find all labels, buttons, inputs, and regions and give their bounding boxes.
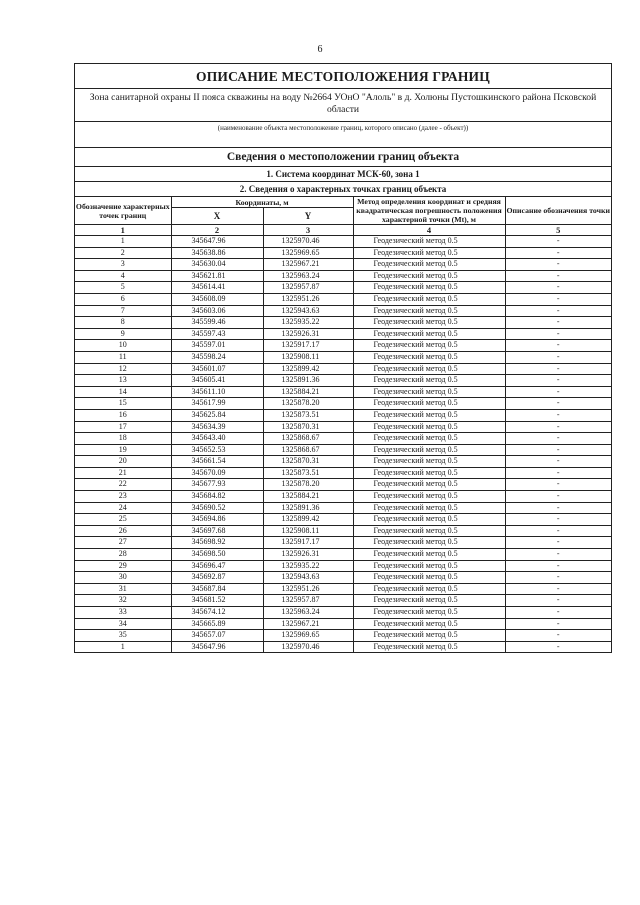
coord-x: 345692.87 [171,572,263,584]
coord-x: 345643.40 [171,433,263,445]
object-note: (наименование объекта местоположение границ, которого описано (далее - объект)) [217,124,469,132]
point-description: - [505,467,611,479]
point-description: - [505,560,611,572]
document-frame [74,63,612,653]
method: Геодезический метод 0.5 [353,340,505,352]
table-row [75,618,611,630]
table-row [75,549,611,561]
coord-y: 1325917.17 [263,537,353,549]
table-row [75,293,611,305]
header-x: X [171,208,263,225]
table-row [75,351,611,363]
point-description: - [505,247,611,259]
point-description: - [505,502,611,514]
coord-y: 1325943.63 [263,305,353,317]
point-description: - [505,456,611,468]
object-header [75,89,611,135]
method: Геодезический метод 0.5 [353,409,505,421]
coord-y: 1325868.67 [263,433,353,445]
point-number: 24 [75,502,171,514]
coord-x: 345599.46 [171,317,263,329]
point-description: - [505,317,611,329]
method: Геодезический метод 0.5 [353,305,505,317]
coord-x: 345696.47 [171,560,263,572]
point-description: - [505,421,611,433]
point-number: 2 [75,247,171,259]
coord-x: 345611.10 [171,386,263,398]
coord-y: 1325917.17 [263,340,353,352]
table-row [75,525,611,537]
table-row [75,572,611,584]
coord-x: 345638.86 [171,247,263,259]
document-title: ОПИСАНИЕ МЕСТОПОЛОЖЕНИЯ ГРАНИЦ [75,64,611,89]
point-description: - [505,409,611,421]
coord-x: 345605.41 [171,375,263,387]
coord-y: 1325963.24 [263,607,353,619]
coord-y: 1325926.31 [263,328,353,340]
coord-y: 1325967.21 [263,618,353,630]
coord-y: 1325908.11 [263,351,353,363]
column-number: 4 [353,225,505,236]
coord-y: 1325969.65 [263,630,353,642]
point-description: - [505,433,611,445]
column-number: 2 [171,225,263,236]
method: Геодезический метод 0.5 [353,537,505,549]
method: Геодезический метод 0.5 [353,247,505,259]
point-description: - [505,282,611,294]
column-number: 1 [75,225,171,236]
table-row [75,305,611,317]
coord-x: 345647.96 [171,641,263,652]
coord-y: 1325969.65 [263,247,353,259]
method: Геодезический метод 0.5 [353,560,505,572]
point-description: - [505,351,611,363]
point-description: - [505,525,611,537]
point-number: 1 [75,641,171,652]
point-description: - [505,641,611,652]
table-row [75,386,611,398]
coord-x: 345661.54 [171,456,263,468]
points-table [75,197,611,652]
point-description: - [505,479,611,491]
coord-y: 1325884.21 [263,491,353,503]
point-description: - [505,259,611,271]
table-row [75,537,611,549]
method: Геодезический метод 0.5 [353,328,505,340]
point-description: - [505,340,611,352]
object-name: Зона санитарной охраны II пояса скважины на воду №2664 УОнО "Алоль" в д. Холюны Пустошкинского района Псковской области [75,89,611,122]
point-number: 34 [75,618,171,630]
point-number: 31 [75,583,171,595]
coord-x: 345603.06 [171,305,263,317]
coord-x: 345697.68 [171,525,263,537]
coord-x: 345690.52 [171,502,263,514]
coord-y: 1325908.11 [263,525,353,537]
point-number: 5 [75,282,171,294]
coord-x: 345698.92 [171,537,263,549]
table-row [75,270,611,282]
point-description: - [505,270,611,282]
coord-x: 345630.04 [171,259,263,271]
point-description: - [505,514,611,526]
coord-x: 345670.09 [171,467,263,479]
point-description: - [505,491,611,503]
column-number: 3 [263,225,353,236]
coord-x: 345597.01 [171,340,263,352]
column-number: 5 [505,225,611,236]
point-number: 27 [75,537,171,549]
point-number: 6 [75,293,171,305]
method: Геодезический метод 0.5 [353,375,505,387]
method: Геодезический метод 0.5 [353,363,505,375]
coord-x: 345652.53 [171,444,263,456]
method: Геодезический метод 0.5 [353,479,505,491]
method: Геодезический метод 0.5 [353,607,505,619]
method: Геодезический метод 0.5 [353,270,505,282]
table-row [75,421,611,433]
method: Геодезический метод 0.5 [353,282,505,294]
points-section-title: 2. Сведения о характерных точках границ объекта [75,182,611,197]
coord-x: 345601.07 [171,363,263,375]
header-coords: Координаты, м [171,197,353,208]
point-description: - [505,444,611,456]
coord-y: 1325873.51 [263,467,353,479]
table-row [75,433,611,445]
method: Геодезический метод 0.5 [353,491,505,503]
method: Геодезический метод 0.5 [353,317,505,329]
table-row [75,247,611,259]
coord-x: 345684.82 [171,491,263,503]
coord-x: 345657.07 [171,630,263,642]
method: Геодезический метод 0.5 [353,502,505,514]
coord-x: 345598.24 [171,351,263,363]
coord-y: 1325891.36 [263,502,353,514]
table-row [75,630,611,642]
point-number: 28 [75,549,171,561]
coord-system: 1. Система координат МСК-60, зона 1 [75,167,611,182]
method: Геодезический метод 0.5 [353,293,505,305]
point-number: 7 [75,305,171,317]
coord-y: 1325868.67 [263,444,353,456]
table-row [75,340,611,352]
coord-y: 1325967.21 [263,259,353,271]
header-y: Y [263,208,353,225]
table-row [75,236,611,248]
coord-y: 1325899.42 [263,363,353,375]
method: Геодезический метод 0.5 [353,572,505,584]
point-description: - [505,583,611,595]
point-description: - [505,398,611,410]
coord-x: 345687.84 [171,583,263,595]
coord-x: 345634.39 [171,421,263,433]
point-number: 13 [75,375,171,387]
point-number: 8 [75,317,171,329]
coord-x: 345614.41 [171,282,263,294]
point-description: - [505,595,611,607]
header-desc: Описание обозначения точки [505,197,611,225]
table-row [75,560,611,572]
point-description: - [505,328,611,340]
point-number: 15 [75,398,171,410]
table-row [75,363,611,375]
coord-x: 345674.12 [171,607,263,619]
coord-y: 1325891.36 [263,375,353,387]
table-row [75,607,611,619]
point-number: 17 [75,421,171,433]
point-description: - [505,630,611,642]
coord-x: 345677.93 [171,479,263,491]
coord-y: 1325951.26 [263,583,353,595]
coord-y: 1325884.21 [263,386,353,398]
point-number: 9 [75,328,171,340]
method: Геодезический метод 0.5 [353,398,505,410]
coord-y: 1325951.26 [263,293,353,305]
point-description: - [505,572,611,584]
coord-y: 1325935.22 [263,317,353,329]
table-row [75,375,611,387]
section-title: Сведения о местоположении границ объекта [75,148,611,167]
coord-y: 1325870.31 [263,421,353,433]
point-number: 1 [75,236,171,248]
coord-y: 1325935.22 [263,560,353,572]
point-number: 30 [75,572,171,584]
method: Геодезический метод 0.5 [353,386,505,398]
method: Геодезический метод 0.5 [353,630,505,642]
coord-y: 1325873.51 [263,409,353,421]
method: Геодезический метод 0.5 [353,456,505,468]
coord-y: 1325970.46 [263,236,353,248]
method: Геодезический метод 0.5 [353,641,505,652]
coord-y: 1325878.20 [263,398,353,410]
point-description: - [505,375,611,387]
method: Геодезический метод 0.5 [353,583,505,595]
point-description: - [505,607,611,619]
table-row [75,444,611,456]
table-row [75,491,611,503]
point-description: - [505,293,611,305]
method: Геодезический метод 0.5 [353,549,505,561]
point-description: - [505,537,611,549]
coord-x: 345698.50 [171,549,263,561]
method: Геодезический метод 0.5 [353,618,505,630]
method: Геодезический метод 0.5 [353,444,505,456]
point-number: 4 [75,270,171,282]
point-description: - [505,549,611,561]
coord-x: 345621.81 [171,270,263,282]
method: Геодезический метод 0.5 [353,421,505,433]
points-table-body [75,236,611,653]
point-description: - [505,236,611,248]
coord-y: 1325963.24 [263,270,353,282]
point-number: 11 [75,351,171,363]
table-row [75,317,611,329]
method: Геодезический метод 0.5 [353,433,505,445]
method: Геодезический метод 0.5 [353,525,505,537]
page-number: 6 [317,44,323,55]
point-description: - [505,386,611,398]
coord-x: 345647.96 [171,236,263,248]
coord-y: 1325957.87 [263,595,353,607]
table-row [75,479,611,491]
table-row [75,456,611,468]
coord-y: 1325926.31 [263,549,353,561]
table-row [75,259,611,271]
point-number: 21 [75,467,171,479]
point-number: 19 [75,444,171,456]
method: Геодезический метод 0.5 [353,259,505,271]
point-number: 33 [75,607,171,619]
point-number: 25 [75,514,171,526]
point-number: 10 [75,340,171,352]
table-row [75,409,611,421]
point-number: 12 [75,363,171,375]
coord-x: 345681.52 [171,595,263,607]
point-number: 26 [75,525,171,537]
point-number: 23 [75,491,171,503]
coord-y: 1325970.46 [263,641,353,652]
coord-x: 345665.89 [171,618,263,630]
spacer [75,135,611,148]
coord-y: 1325878.20 [263,479,353,491]
table-row [75,467,611,479]
point-number: 32 [75,595,171,607]
table-row [75,595,611,607]
coord-y: 1325957.87 [263,282,353,294]
coord-y: 1325943.63 [263,572,353,584]
table-row [75,502,611,514]
point-description: - [505,618,611,630]
method: Геодезический метод 0.5 [353,595,505,607]
point-number: 16 [75,409,171,421]
coord-x: 345608.09 [171,293,263,305]
table-row [75,514,611,526]
point-number: 22 [75,479,171,491]
coord-x: 345597.43 [171,328,263,340]
header-method: Метод определения координат и средняя квадратическая погрешность положения характерной точки (Mt), м [353,197,505,225]
method: Геодезический метод 0.5 [353,236,505,248]
point-number: 29 [75,560,171,572]
method: Геодезический метод 0.5 [353,351,505,363]
table-row [75,641,611,652]
table-row [75,583,611,595]
point-number: 14 [75,386,171,398]
point-description: - [505,363,611,375]
coord-x: 345617.99 [171,398,263,410]
table-row [75,282,611,294]
point-number: 35 [75,630,171,642]
table-row [75,328,611,340]
point-number: 3 [75,259,171,271]
method: Геодезический метод 0.5 [353,514,505,526]
table-row [75,398,611,410]
point-description: - [505,305,611,317]
method: Геодезический метод 0.5 [353,467,505,479]
header-point: Обозначение характерных точек границ [75,197,171,225]
point-number: 20 [75,456,171,468]
coord-x: 345694.86 [171,514,263,526]
coord-x: 345625.84 [171,409,263,421]
point-number: 18 [75,433,171,445]
coord-y: 1325899.42 [263,514,353,526]
coord-y: 1325870.31 [263,456,353,468]
